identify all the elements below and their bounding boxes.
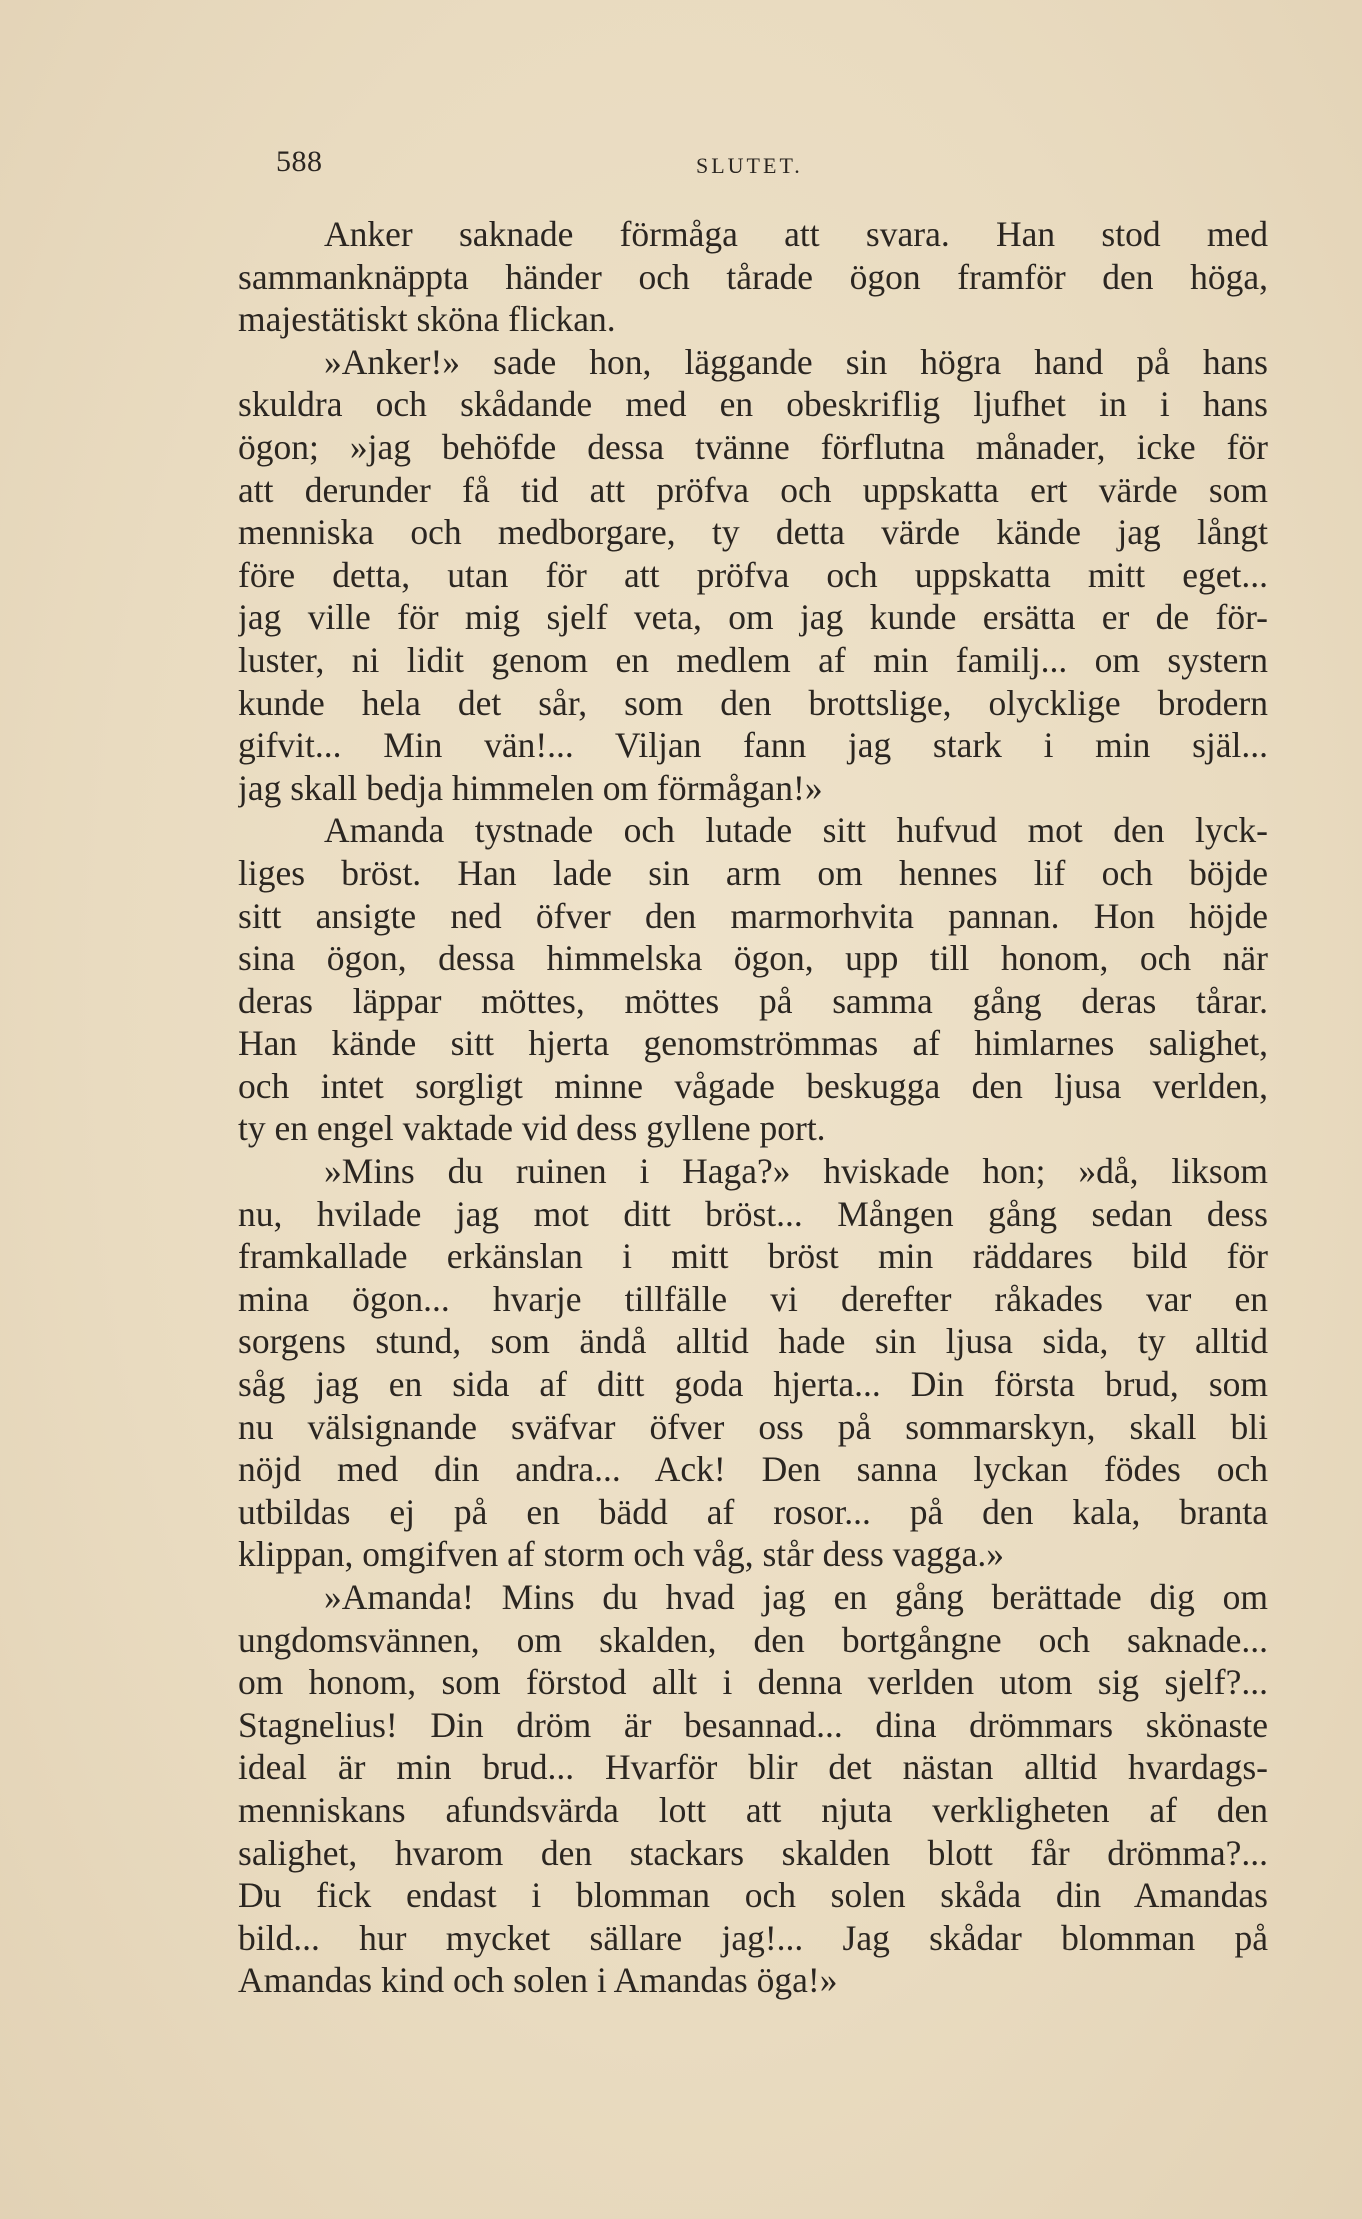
page-number: 588 bbox=[276, 145, 323, 178]
text-line: Du fick endast i blomman och solen skåda din Amandas bbox=[238, 1875, 1268, 1916]
text-line: ungdomsvännen, om skalden, den bortgångne och saknade... bbox=[238, 1619, 1268, 1660]
text-line: jag ville för mig sjelf veta, om jag kunde ersätta er de för- bbox=[238, 597, 1268, 638]
text-line: nöjd med din andra... Ack! Den sanna lyckan födes och bbox=[238, 1449, 1268, 1490]
text-line: menniska och medborgare, ty detta värde kände jag långt bbox=[238, 512, 1268, 553]
text-line: sammanknäppta händer och tårade ögon framför den höga, bbox=[238, 256, 1268, 297]
body-text bbox=[238, 213, 1268, 2002]
text-line: deras läppar möttes, möttes på samma gång deras tårar. bbox=[238, 980, 1268, 1021]
text-line: sorgens stund, som ändå alltid hade sin ljusa sida, ty alltid bbox=[238, 1321, 1268, 1362]
text-line: framkallade erkänslan i mitt bröst min räddares bild för bbox=[238, 1236, 1268, 1277]
text-line: nu välsignande sväfvar öfver oss på sommarskyn, skall bli bbox=[238, 1406, 1268, 1447]
text-line: ty en engel vaktade vid dess gyllene port. bbox=[238, 1108, 826, 1149]
text-line: gifvit... Min vän!... Viljan fann jag stark i min själ... bbox=[238, 725, 1268, 766]
text-line: nu, hvilade jag mot ditt bröst... Mången gång sedan dess bbox=[238, 1193, 1268, 1234]
text-line: luster, ni lidit genom en medlem af min familj... om systern bbox=[238, 639, 1268, 680]
text-line: kunde hela det sår, som den brottslige, olycklige brodern bbox=[238, 682, 1268, 723]
text-line: sina ögon, dessa himmelska ögon, upp till honom, och när bbox=[238, 938, 1268, 979]
text-line: jag skall bedja himmelen om förmågan!» bbox=[238, 767, 823, 808]
text-line: mina ögon... hvarje tillfälle vi derefter råkades var en bbox=[238, 1278, 1268, 1319]
text-line: salighet, hvarom den stackars skalden blott får drömma?... bbox=[238, 1832, 1268, 1873]
text-line: att derunder få tid att pröfva och uppskatta ert värde som bbox=[238, 469, 1268, 510]
text-line: »Amanda! Mins du hvad jag en gång berättade dig om bbox=[324, 1577, 1268, 1617]
text-line: och intet sorgligt minne vågade beskugga den ljusa verlden, bbox=[238, 1065, 1268, 1106]
text-line: menniskans afundsvärda lott att njuta verkligheten af den bbox=[238, 1789, 1268, 1830]
text-line: utbildas ej på en bädd af rosor... på den kala, branta bbox=[238, 1491, 1268, 1532]
text-line: ideal är min brud... Hvarför blir det nästan alltid hvardags- bbox=[238, 1747, 1268, 1788]
text-line: Amanda tystnade och lutade sitt hufvud mot den lyck- bbox=[324, 810, 1268, 851]
text-line: ögon; »jag behöfde dessa tvänne förflutna månader, icke för bbox=[238, 426, 1268, 467]
text-line: före detta, utan för att pröfva och uppskatta mitt eget... bbox=[238, 554, 1268, 595]
text-line: såg jag en sida af ditt goda hjerta... Din första brud, som bbox=[238, 1364, 1268, 1405]
text-line: Anker saknade förmåga att svara. Han stod med bbox=[324, 214, 1268, 254]
text-line: Stagnelius! Din dröm är besannad... dina drömmars skönaste bbox=[238, 1704, 1268, 1745]
text-line: Han kände sitt hjerta genomströmmas af himlarnes salighet, bbox=[238, 1023, 1268, 1064]
text-line: »Anker!» sade hon, läggande sin högra hand på hans bbox=[324, 341, 1268, 382]
text-line: majestätiskt sköna flickan. bbox=[238, 299, 616, 340]
text-line: Amandas kind och solen i Amandas öga!» bbox=[238, 1960, 838, 2001]
text-line: liges bröst. Han lade sin arm om hennes lif och böjde bbox=[238, 852, 1268, 893]
text-line: sitt ansigte ned öfver den marmorhvita pannan. Hon höjde bbox=[238, 895, 1268, 936]
text-line: klippan, omgifven af storm och våg, står dess vagga.» bbox=[238, 1534, 1005, 1575]
text-line: skuldra och skådande med en obeskriflig ljufhet in i hans bbox=[238, 384, 1268, 425]
text-line: om honom, som förstod allt i denna verlden utom sig sjelf?... bbox=[238, 1662, 1268, 1703]
text-line: »Mins du ruinen i Haga?» hviskade hon; »då, liksom bbox=[324, 1151, 1268, 1192]
running-head: SLUTET. bbox=[696, 153, 803, 178]
text-line: bild... hur mycket sällare jag!... Jag skådar blomman på bbox=[238, 1917, 1268, 1958]
page-header bbox=[276, 145, 1276, 195]
